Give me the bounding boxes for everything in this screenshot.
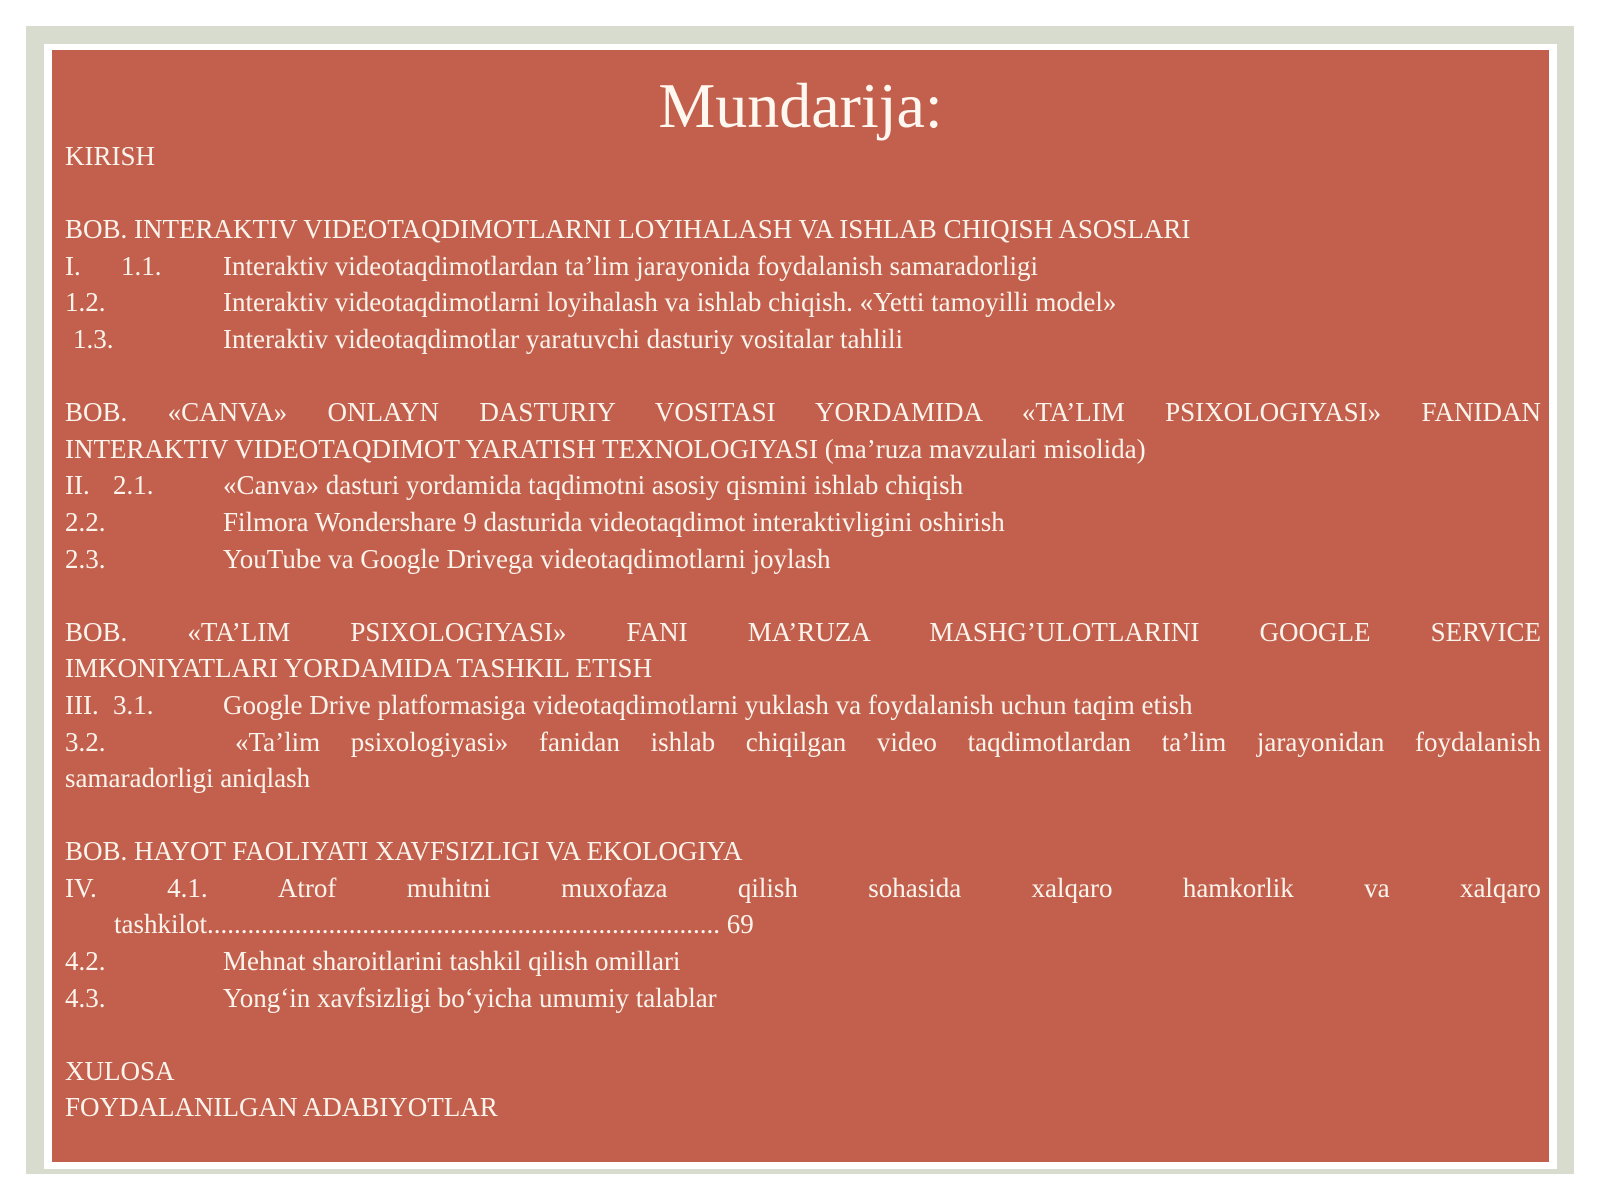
item-number: 1.1. <box>121 250 162 281</box>
item-number: 2.2. <box>65 506 106 537</box>
chapter3-roman: III. <box>65 689 99 720</box>
toc-item-1-2 <box>65 284 1541 321</box>
item-number: 3.2. <box>65 726 106 757</box>
item-title: Yong‘in xavfsizligi bo‘yicha umumiy talablar <box>223 982 717 1013</box>
chapter1-roman: I. <box>65 250 81 281</box>
toc-item-2-3 <box>65 541 1541 578</box>
kirish-entry: KIRISH <box>65 141 156 171</box>
item-title-continuation: tashkilot............................................................................ 69 <box>114 909 754 940</box>
item-word: muhitni <box>406 872 491 903</box>
chapter4-heading: BOB. HAYOT FAOLIYATI XAVFSIZLIGI VA EKOLOGIYA <box>65 836 743 867</box>
item-number: 3.1. <box>113 689 154 720</box>
chapter4-roman: IV. <box>65 872 97 903</box>
table-of-contents <box>65 138 1541 1126</box>
item-number: 2.1. <box>113 470 154 501</box>
toc-item-2-2 <box>65 504 1541 541</box>
chapter2-heading-line2: INTERAKTIV VIDEOTAQDIMOT YARATISH TEXNOLOGIYASI (ma’ruza mavzulari misolida) <box>65 433 1146 464</box>
references-entry: FOYDALANILGAN ADABIYOTLAR <box>65 1092 498 1123</box>
slide-title: Mundarija: <box>658 70 943 141</box>
toc-item-3-1 <box>65 687 1541 724</box>
item-title-line1: «Ta’lim psixologiyasi» fanidan ishlab chiqilgan video taqdimotlardan ta’lim jarayonidan foydalanish <box>235 726 1541 757</box>
toc-item-4-2 <box>65 943 1541 980</box>
chapter1-heading: BOB. INTERAKTIV VIDEOTAQDIMOTLARNI LOYIHALASH VA ISHLAB CHIQISH ASOSLARI <box>65 214 1191 245</box>
item-title: YouTube va Google Drivega videotaqdimotlarni joylash <box>223 543 831 574</box>
item-title: Interaktiv videotaqdimotlardan ta’lim jarayonida foydalanish samaradorligi <box>223 250 1038 281</box>
toc-item-1-3 <box>65 321 1541 358</box>
item-word: sohasida <box>868 872 962 903</box>
toc-item-4-1 <box>65 870 1541 907</box>
item-title: Mehnat sharoitlarini tashkil qilish omillari <box>223 946 681 977</box>
item-number: 4.1. <box>167 872 208 903</box>
item-number: 2.3. <box>65 543 106 574</box>
item-word: va <box>1364 872 1390 903</box>
item-number: 4.3. <box>65 982 106 1013</box>
toc-item-4-3 <box>65 980 1541 1017</box>
item-title: Interaktiv videotaqdimotlar yaratuvchi dasturiy vositalar tahlili <box>223 323 904 354</box>
item-title: «Canva» dasturi yordamida taqdimotni asosiy qismini ishlab chiqish <box>223 470 964 501</box>
item-word: muxofaza <box>561 872 668 903</box>
item-word: xalqaro <box>1459 872 1541 903</box>
item-number: 1.2. <box>65 287 106 318</box>
item-number: 4.2. <box>65 946 106 977</box>
chapter3-heading-line1: BOB. «TA’LIM PSIXOLOGIYASI» FANI MA’RUZA MASHG’ULOTLARINI GOOGLE SERVICE <box>65 616 1541 647</box>
item-title: Google Drive platformasiga videotaqdimotlarni yuklash va foydalanish uchun taqim etish <box>223 689 1193 720</box>
item-title: Interaktiv videotaqdimotlarni loyihalash va ishlab chiqish. «Yetti tamoyilli model» <box>223 287 1117 318</box>
toc-item-2-1 <box>65 467 1541 504</box>
toc-item-1-1 <box>65 248 1541 285</box>
toc-item-3-2 <box>65 724 1541 761</box>
item-word: xalqaro <box>1031 872 1113 903</box>
chapter3-heading-line2: IMKONIYATLARI YORDAMIDA TASHKIL ETISH <box>65 653 653 684</box>
item-title: Filmora Wondershare 9 dasturida videotaqdimot interaktivligini oshirish <box>223 506 1005 537</box>
item-title-line2: samaradorligi aniqlash <box>65 763 311 794</box>
slide <box>52 50 1549 1162</box>
item-word: Atrof <box>277 872 337 903</box>
item-word: hamkorlik <box>1182 872 1294 903</box>
item-number: 1.3. <box>73 323 114 354</box>
chapter2-roman: II. <box>65 470 90 501</box>
chapter2-heading-line1: BOB. «CANVA» ONLAYN DASTURIY VOSITASI YORDAMIDA «TA’LIM PSIXOLOGIYASI» FANIDAN <box>65 397 1541 428</box>
xulosa-entry: XULOSA <box>65 1055 175 1086</box>
item-word: qilish <box>737 872 798 903</box>
